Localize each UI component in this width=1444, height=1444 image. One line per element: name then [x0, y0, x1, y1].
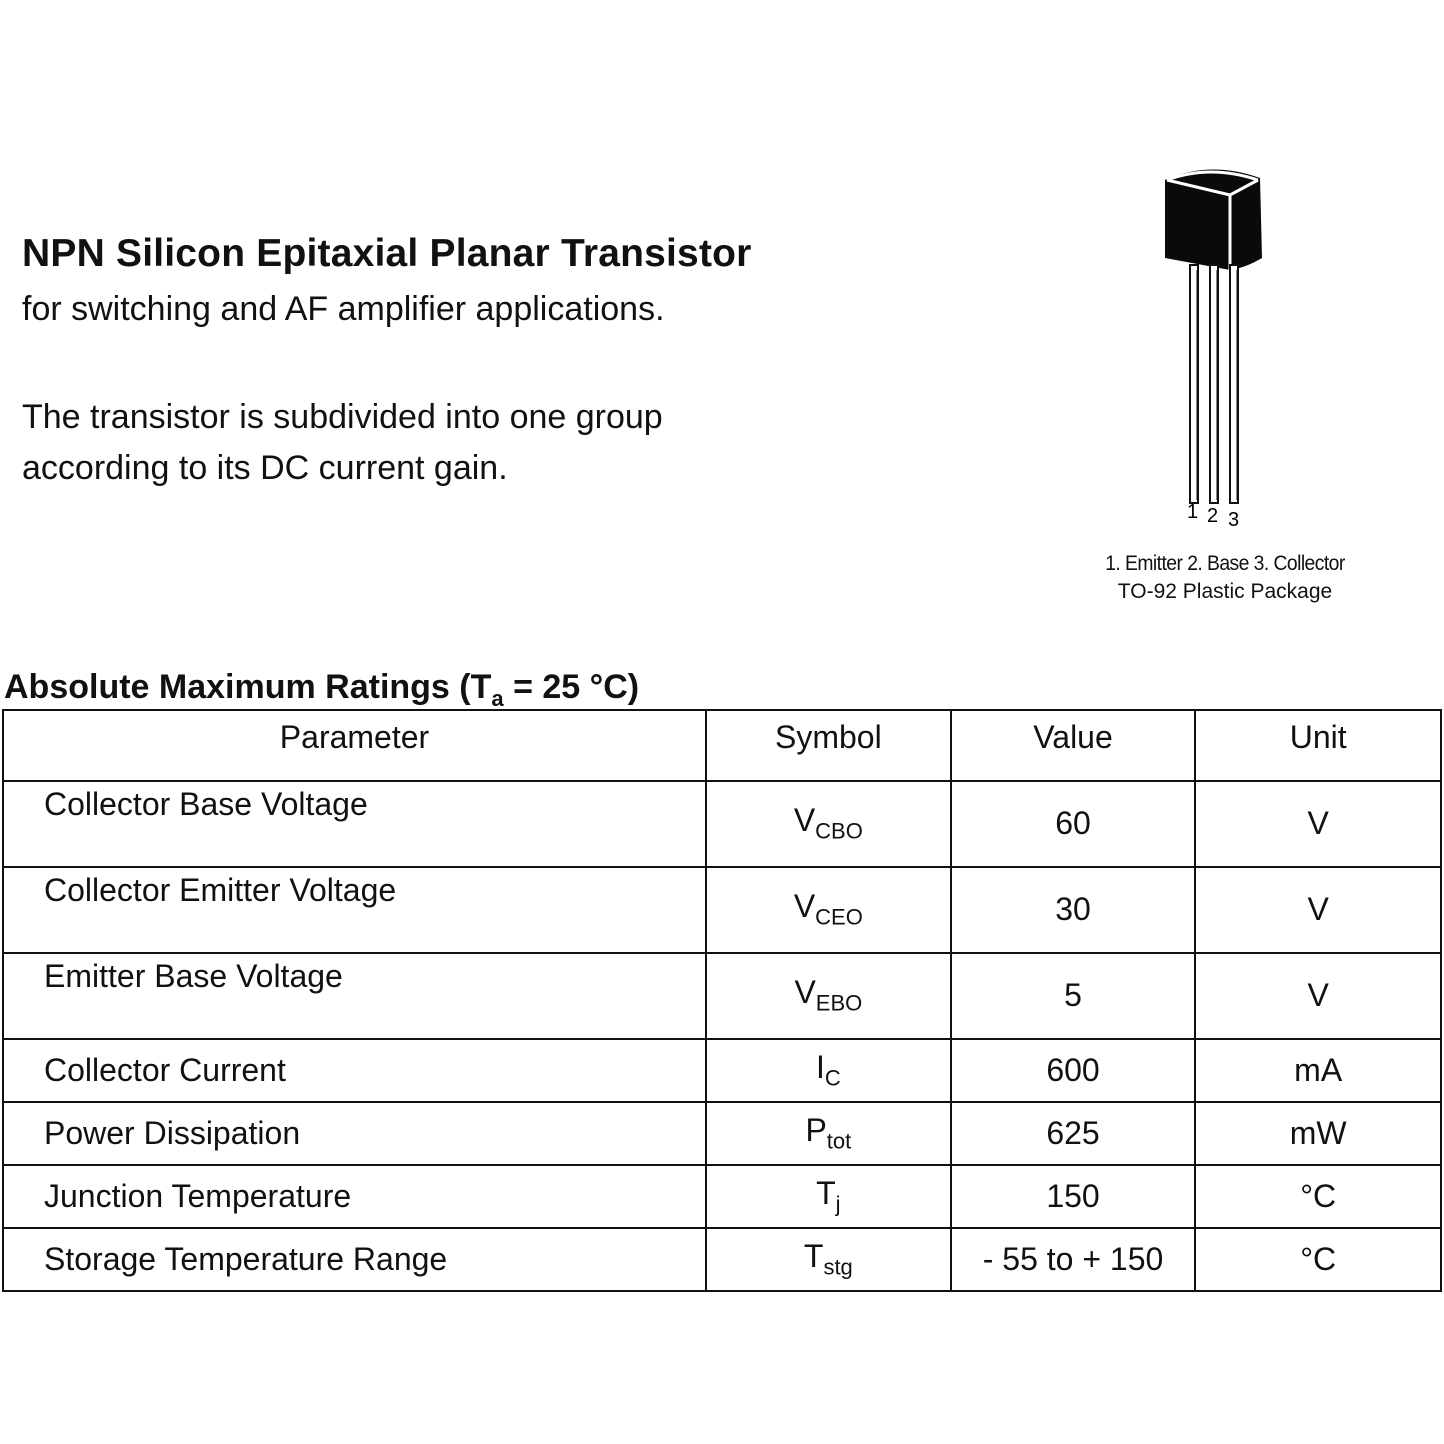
- unit-cell: V: [1195, 781, 1441, 867]
- column-header-unit: Unit: [1195, 710, 1441, 781]
- description: [22, 392, 663, 494]
- column-header-parameter: Parameter: [3, 710, 706, 781]
- parameter-cell: Storage Temperature Range: [3, 1228, 706, 1291]
- table-row: [3, 781, 1441, 867]
- unit-cell: °C: [1195, 1165, 1441, 1228]
- description-line: according to its DC current gain.: [22, 449, 508, 487]
- value-cell: 60: [951, 781, 1196, 867]
- table-row: [3, 1165, 1441, 1228]
- parameter-cell: Collector Emitter Voltage: [3, 867, 706, 953]
- unit-cell: V: [1195, 953, 1441, 1039]
- column-header-symbol: Symbol: [706, 710, 951, 781]
- table-row: [3, 1228, 1441, 1291]
- symbol-cell: $T_j$: [706, 1165, 951, 1228]
- parameter-cell: Junction Temperature: [3, 1165, 706, 1228]
- symbol-cell: $V_{CEO}$: [706, 867, 951, 953]
- package-name: TO-92 Plastic Package: [1117, 580, 1333, 603]
- unit-cell: °C: [1195, 1228, 1441, 1291]
- svg-text:1: 1: [1187, 501, 1199, 523]
- table-row: [3, 1039, 1441, 1102]
- document-title: NPN Silicon Epitaxial Planar Transistor: [22, 232, 752, 275]
- symbol-cell: $V_{EBO}$: [706, 953, 951, 1039]
- symbol-cell: $I_C$: [706, 1039, 951, 1102]
- symbol-cell: $V_{CBO}$: [706, 781, 951, 867]
- table-header-row: [3, 710, 1441, 781]
- to92-transistor-icon: [1150, 160, 1280, 530]
- ratings-table: [2, 709, 1442, 1292]
- table-row: [3, 1102, 1441, 1165]
- value-cell: - 55 to + 150: [951, 1228, 1196, 1291]
- table-row: [3, 953, 1441, 1039]
- svg-text:3: 3: [1228, 509, 1240, 530]
- value-cell: 150: [951, 1165, 1196, 1228]
- parameter-cell: Emitter Base Voltage: [3, 953, 706, 1039]
- value-cell: 30: [951, 867, 1196, 953]
- ratings-heading: Absolute Maximum Ratings ($T_a = 25$ °C): [4, 668, 640, 711]
- svg-text:2: 2: [1207, 505, 1219, 527]
- package-caption: [1080, 550, 1370, 606]
- value-cell: 600: [951, 1039, 1196, 1102]
- parameter-cell: Collector Base Voltage: [3, 781, 706, 867]
- table-row: [3, 867, 1441, 953]
- parameter-cell: Power Dissipation: [3, 1102, 706, 1165]
- column-header-value: Value: [951, 710, 1196, 781]
- value-cell: 5: [951, 953, 1196, 1039]
- pin-legend: 1. Emitter 2. Base 3. Collector: [1105, 552, 1345, 575]
- unit-cell: mW: [1195, 1102, 1441, 1165]
- unit-cell: V: [1195, 867, 1441, 953]
- symbol-cell: $T_{stg}$: [706, 1228, 951, 1291]
- parameter-cell: Collector Current: [3, 1039, 706, 1102]
- document-subtitle: for switching and AF amplifier applications.: [22, 290, 665, 328]
- unit-cell: mA: [1195, 1039, 1441, 1102]
- value-cell: 625: [951, 1102, 1196, 1165]
- symbol-cell: $P_{tot}$: [706, 1102, 951, 1165]
- description-line: The transistor is subdivided into one group: [22, 398, 663, 436]
